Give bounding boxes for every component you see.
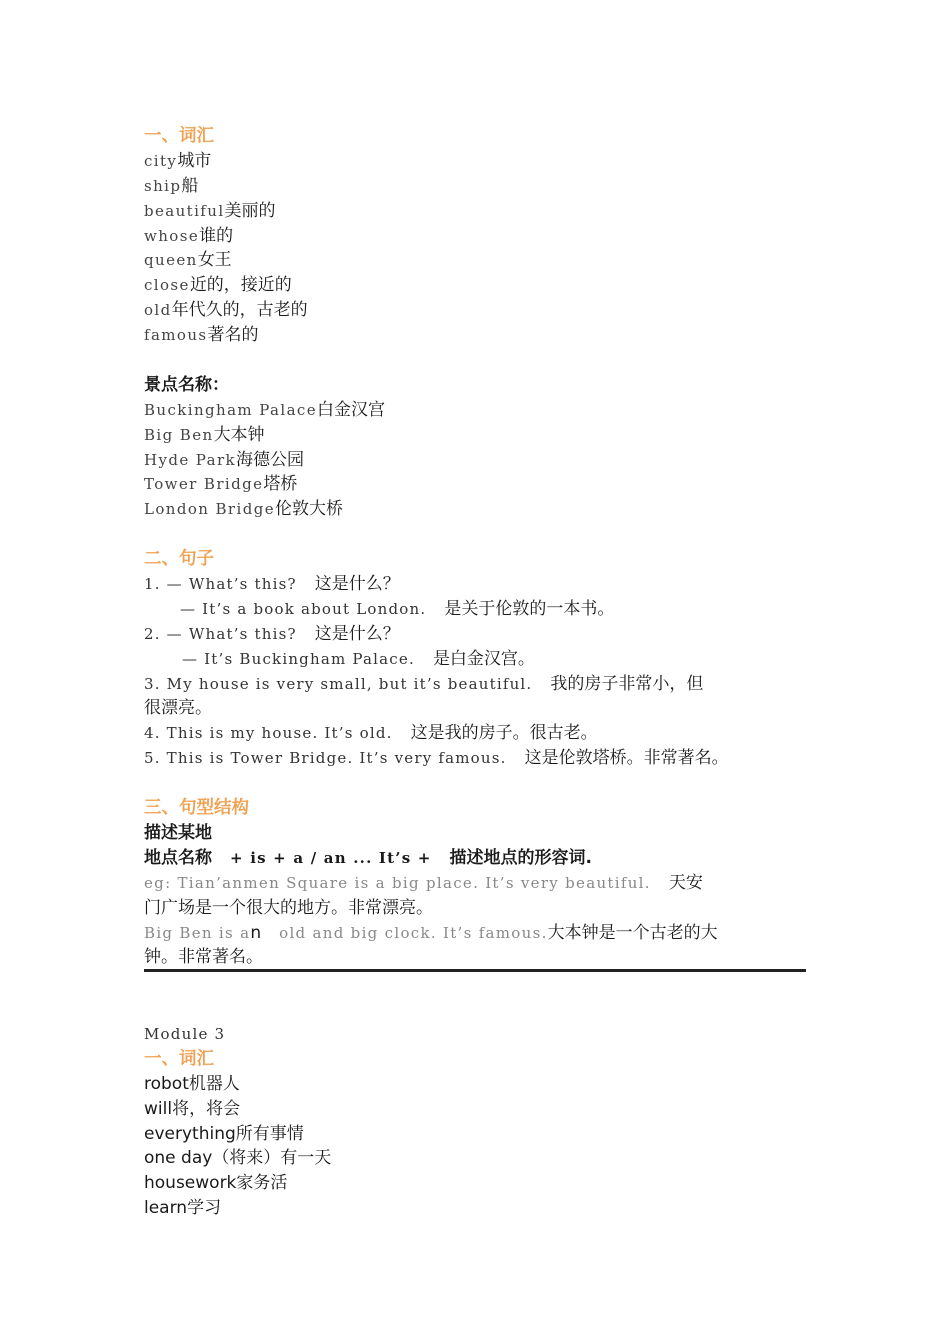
- section-heading-sentences: 二、句子: [144, 549, 214, 570]
- example-en: old and big clock. It’s famous.: [279, 923, 548, 942]
- sights-list: [144, 398, 806, 522]
- vocab-item: [144, 248, 806, 273]
- vocab-item: [144, 298, 806, 323]
- vocab-en: robot: [144, 1073, 189, 1094]
- example-zh: 门广场是一个很大的地方。非常漂亮。: [144, 897, 433, 918]
- sentence-line: [144, 597, 806, 622]
- section-heading-vocab: 一、词汇: [144, 126, 214, 146]
- spacer: [144, 348, 806, 373]
- example-line: [144, 871, 806, 896]
- pattern-adjective: 描述地点的形容词.: [449, 847, 592, 868]
- vocab-zh: 船: [181, 175, 199, 196]
- sentence-zh: 这是伦敦塔桥。非常著名。: [524, 748, 729, 769]
- sight-item: [144, 472, 806, 497]
- sight-zh: 塔桥: [263, 474, 298, 495]
- vocab-zh: 家务活: [236, 1173, 288, 1194]
- vocab-item: [144, 1146, 806, 1171]
- vocab-zh: （将来）有一天: [212, 1148, 332, 1169]
- sight-zh: 伦敦大桥: [275, 499, 343, 520]
- vocab-en: close: [144, 276, 190, 295]
- example-line-cont: [144, 945, 806, 970]
- sentence-line-cont: [144, 696, 806, 721]
- vocab-en: old: [144, 301, 172, 320]
- sentence-en: 1. — What’s this?: [144, 575, 297, 594]
- sentence-zh: 这是我的房子。很古老。: [410, 723, 598, 744]
- vocab-en: whose: [144, 226, 200, 245]
- sentence-en: 3. My house is very small, but it’s beautiful.: [144, 674, 533, 693]
- sentence-zh: 我的房子非常小，但: [550, 673, 704, 694]
- vocab-en: learn: [144, 1198, 188, 1219]
- sentence-en: 5. This is Tower Bridge. It’s very famous.: [144, 749, 507, 768]
- vocab-item: [144, 149, 806, 174]
- vocab-item: [144, 224, 806, 249]
- sentence-line: [144, 721, 806, 746]
- sentence-zh: 是白金汉宫。: [432, 648, 535, 669]
- sight-en: London Bridge: [144, 500, 275, 519]
- vocab-zh: 所有事情: [235, 1123, 304, 1144]
- sight-en: Tower Bridge: [144, 475, 264, 494]
- document-page: [144, 124, 806, 970]
- sight-item: [144, 398, 806, 423]
- example-zh: 天安: [668, 872, 703, 893]
- spacer: [144, 522, 806, 547]
- vocab-en: ship: [144, 176, 182, 195]
- sentence-en: 2. — What’s this?: [144, 624, 297, 643]
- vocab-zh: 谁的: [199, 225, 234, 246]
- module3-section: [144, 1022, 806, 1221]
- vocab-list: [144, 1072, 806, 1221]
- sentence-line: [144, 672, 806, 697]
- structure-subhead: 描述某地: [144, 822, 212, 843]
- vocab-en: famous: [144, 326, 208, 345]
- vocab-zh: 年代久的，古老的: [171, 300, 308, 321]
- vocab-en: one day: [144, 1148, 213, 1169]
- vocab-zh: 美丽的: [224, 200, 276, 221]
- section-divider: [144, 969, 806, 972]
- sentence-zh: 这是什么？: [314, 623, 400, 644]
- vocab-list: [144, 149, 806, 348]
- sentence-en: — It’s Buckingham Palace.: [182, 649, 415, 668]
- vocab-zh: 女王: [197, 250, 232, 271]
- example-line: [144, 921, 806, 946]
- vocab-item: [144, 174, 806, 199]
- sentence-en: — It’s a book about London.: [180, 599, 427, 618]
- sight-item: [144, 423, 806, 448]
- example-line-cont: [144, 896, 806, 921]
- vocab-en: housework: [144, 1173, 237, 1194]
- vocab-en: will: [144, 1098, 173, 1119]
- vocab-zh: 学习: [187, 1198, 222, 1219]
- example-zh: 钟。非常著名。: [144, 947, 263, 968]
- sight-en: Big Ben: [144, 425, 214, 444]
- vocab-en: queen: [144, 251, 198, 270]
- structure-pattern: [144, 846, 806, 871]
- sight-zh: 大本钟: [213, 424, 265, 445]
- vocab-zh: 著名的: [207, 325, 259, 346]
- vocab-item: [144, 1196, 806, 1221]
- vocab-item: [144, 1072, 806, 1097]
- section-heading-structure: 三、句型结构: [144, 798, 249, 819]
- sight-zh: 海德公园: [236, 449, 305, 470]
- vocab-item: [144, 1097, 806, 1122]
- vocab-zh: 机器人: [188, 1073, 240, 1094]
- sentence-line: [144, 622, 806, 647]
- sentence-line: [144, 746, 806, 771]
- sight-en: Hyde Park: [144, 450, 237, 469]
- example-en-letter: n: [250, 922, 262, 943]
- sight-zh: 白金汉宫: [317, 399, 386, 420]
- vocab-en: beautiful: [144, 201, 225, 220]
- example-en: eg: Tian’anmen Square is a big place. It’s very beautiful.: [144, 873, 651, 892]
- sentence-line: [144, 647, 806, 672]
- vocab-zh: 将，将会: [172, 1098, 241, 1119]
- pattern-formula: + is + a / an ... It’s +: [230, 848, 432, 867]
- sentence-en: 4. This is my house. It’s old.: [144, 724, 393, 743]
- vocab-item: [144, 199, 806, 224]
- sight-en: Buckingham Palace: [144, 400, 318, 419]
- vocab-item: [144, 323, 806, 348]
- sentence-line: [144, 572, 806, 597]
- sights-heading: 景点名称：: [144, 374, 229, 395]
- vocab-item: [144, 1122, 806, 1147]
- vocab-item: [144, 1171, 806, 1196]
- vocab-en: everything: [144, 1123, 236, 1144]
- vocab-item: [144, 273, 806, 298]
- sentence-zh: 是关于伦敦的一本书。: [444, 598, 615, 619]
- pattern-place: 地点名称: [144, 847, 212, 868]
- vocab-zh: 近的，接近的: [189, 275, 292, 296]
- sentence-zh: 很漂亮。: [144, 698, 212, 719]
- example-zh: 大本钟是一个古老的大: [547, 922, 718, 943]
- section-heading-vocab: 一、词汇: [144, 1048, 214, 1069]
- example-en: Big Ben is a: [144, 923, 251, 942]
- vocab-en: city: [144, 151, 178, 170]
- sentence-zh: 这是什么？: [314, 574, 400, 595]
- sight-item: [144, 448, 806, 473]
- sight-item: [144, 497, 806, 522]
- vocab-zh: 城市: [177, 150, 212, 171]
- module-title: Module 3: [144, 1025, 226, 1043]
- spacer: [144, 771, 806, 796]
